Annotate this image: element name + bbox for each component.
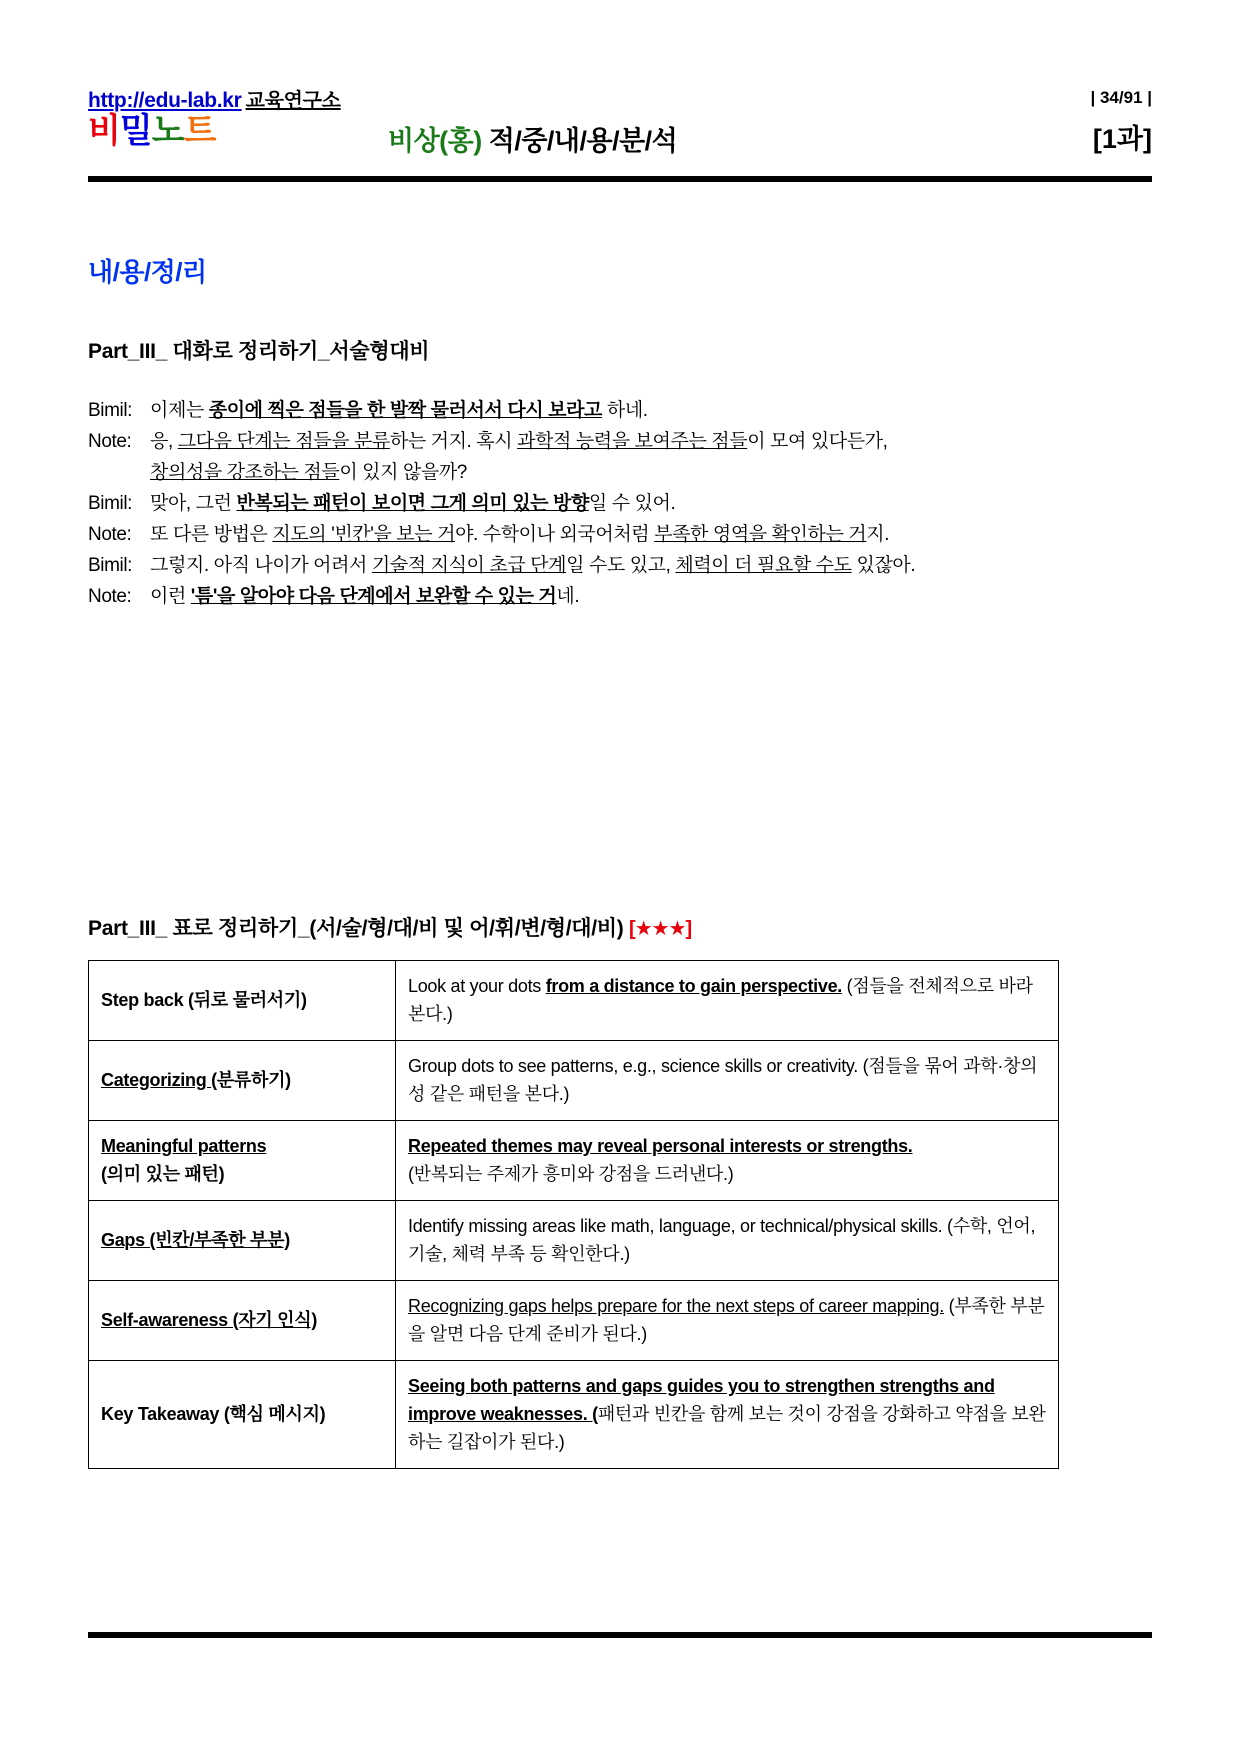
site-name-label: 교육연구소 (245, 90, 341, 112)
table-row (89, 961, 1059, 1041)
subject-title: 적/중/내/용/분/석 (488, 126, 678, 156)
dialogue-text (150, 426, 1152, 457)
part1.lines.0.segments-segment: 이제는 (150, 400, 209, 421)
dialogue-text (150, 519, 1152, 550)
part2.rows.1.key-segment: Categorizing (101, 1070, 212, 1090)
part1.lines.3.segments-segment: 지. (866, 524, 890, 545)
part1.lines.5.segments-segment: '틈'을 알아야 다음 단계에서 보완할 수 있는 거 (190, 586, 557, 607)
part2.rows.3.key-segment: Gaps (빈칸/부족한 부분) (101, 1230, 290, 1250)
table-cell-term (89, 1041, 396, 1121)
dialogue-speaker: Note: (88, 524, 132, 545)
part1.lines.1.segments-segment: 하는 거지. 혹시 (389, 431, 518, 452)
part2.rows.0.value-segment: (점들을 전체적으로 바라본다.) (408, 976, 1033, 1024)
page-indicator: | 34/91 | (1090, 88, 1152, 107)
part2.rows.4.value-segment: (부족한 부분을 알면 다음 단계 준비가 된다.) (408, 1296, 1045, 1344)
part1.lines.1.segments-segment: 응, (150, 431, 178, 452)
dialogue-continuation (88, 457, 1152, 488)
logo-char-1: 비 (88, 112, 120, 150)
table-row (89, 1281, 1059, 1361)
table-cell-description (396, 1041, 1059, 1121)
table-cell-description (396, 1361, 1059, 1469)
dialogue-speaker: Bimil: (88, 400, 133, 421)
part2.rows.4.value-segment: Recognizing gaps helps prepare for the next steps of career mapping. (408, 1296, 944, 1316)
table-cell-description (396, 1121, 1059, 1201)
dialogue-line (88, 488, 1152, 519)
table-cell-description (396, 961, 1059, 1041)
table-cell-term (89, 1361, 396, 1469)
part1.lines.3.segments-segment: 또 다른 방법은 (150, 524, 273, 545)
table-cell-term (89, 1121, 396, 1201)
section-title: 내/용/정/리 (88, 257, 207, 287)
summary-table (88, 960, 1059, 1469)
part1.lines.2.segments-segment: 일 수 있어. (588, 493, 676, 514)
part2-title (88, 912, 1152, 942)
part2.rows.4.key-segment: Self-awareness (자기 인식) (101, 1310, 318, 1330)
part1.lines.1.segments-segment: 그다음 단계는 점들을 분류 (177, 431, 390, 452)
logo-char-4: 트 (183, 112, 216, 150)
footer-divider (88, 1632, 1152, 1638)
part2.rows.2.value-segment: Repeated themes may reveal personal interests or strengths. (408, 1136, 913, 1156)
part2.rows.0.value-segment: from a distance to gain perspective. (545, 976, 842, 996)
part1.lines.2.segments-segment: 맞아, 그런 (150, 493, 237, 514)
part1.lines.1.continuation-segment: 이 있지 않을까? (339, 462, 467, 483)
part2.rows.2.value-segment: (반복되는 주제가 흥미와 강점을 드러낸다.) (408, 1164, 734, 1184)
brand-logo (88, 114, 215, 148)
dialogue-line (88, 550, 1152, 581)
site-url-link[interactable]: http://edu-lab.kr (88, 89, 242, 112)
part1.lines.1.segments-segment: 이 모여 있다든가, (747, 431, 888, 452)
table-cell-term (89, 1201, 396, 1281)
part1.lines.3.segments-segment: 부족한 영역을 확인하는 거 (654, 524, 867, 545)
dialogue-block (88, 395, 1152, 612)
part2.rows.2.key-segment: (의미 있는 패턴) (101, 1164, 225, 1184)
dialogue-line (88, 581, 1152, 612)
part1.lines.0.segments-segment: 종이에 찍은 점들을 한 발짝 물러서서 다시 보라고 (208, 400, 602, 421)
part1.lines.4.segments-segment: 기술적 지식이 초급 단계 (371, 555, 567, 576)
subject-publisher: 비상(홍) (388, 126, 482, 156)
part2.rows.0.key-segment: Step back (뒤로 물러서기) (101, 990, 307, 1010)
part1.lines.2.segments-segment: 반복되는 패턴이 보이면 그게 의미 있는 방향 (236, 493, 589, 514)
lesson-badge: [1과] (1092, 124, 1152, 154)
part1.lines.5.segments-segment: 이런 (150, 586, 191, 607)
dialogue-text (150, 395, 1152, 426)
part2.rows.5.value-segment: Seeing both patterns and gaps guides you to strengthen strengths and improve weaknesses. ( (408, 1376, 995, 1424)
dialogue-line (88, 395, 1152, 426)
part2.rows.0.value-segment: Look at your dots (408, 976, 546, 996)
difficulty-stars: [★★★] (629, 918, 692, 940)
dialogue-text (150, 550, 1152, 581)
part2.rows.5.value-segment: 패턴과 빈칸을 함께 보는 것이 강점을 강화하고 약점을 보완하는 길잡이가 된다.) (408, 1404, 1046, 1452)
part1.lines.1.segments-segment: 과학적 능력을 보여주는 점들 (517, 431, 748, 452)
header-divider (88, 176, 1152, 182)
table-row (89, 1041, 1059, 1121)
table-cell-description (396, 1201, 1059, 1281)
dialogue-speaker: Note: (88, 586, 132, 607)
logo-char-2: 밀 (119, 112, 152, 150)
part1.lines.3.segments-segment: 지도의 '빈칸'을 보는 거 (272, 524, 456, 545)
table-cell-term (89, 1281, 396, 1361)
part2.rows.5.key-segment: Key Takeaway (핵심 메시지) (101, 1404, 326, 1424)
table-row (89, 1121, 1059, 1201)
logo-char-3: 노 (151, 112, 184, 150)
dialogue-text (150, 488, 1152, 519)
part2.rows.1.value-segment: Group dots to see patterns, e.g., science skills or creativity. (점들을 묶어 과학·창의성 같은 패턴을 본다.) (408, 1056, 1038, 1104)
page-header (88, 62, 1152, 180)
part1.lines.5.segments-segment: 네. (556, 586, 580, 607)
part1.lines.4.segments-segment: 그렇지. 아직 나이가 어려서 (150, 555, 372, 576)
part2.rows.1.key-segment: (분류하기) (211, 1070, 291, 1090)
table-cell-term (89, 961, 396, 1041)
dialogue-speaker: Note: (88, 431, 132, 452)
subject-heading (388, 119, 677, 158)
part1-title: Part_III_ 대화로 정리하기_서술형대비 (88, 340, 430, 363)
dialogue-speaker: Bimil: (88, 493, 133, 514)
part1.lines.4.segments-segment: 일 수도 있고, (566, 555, 676, 576)
part1.lines.3.segments-segment: 야. 수학이나 외국어처럼 (455, 524, 655, 545)
part2-title-text: Part_III_ 표로 정리하기_(서/술/형/대/비 및 어/휘/변/형/대/비) (88, 917, 624, 940)
dialogue-text (150, 581, 1152, 612)
table-row (89, 1201, 1059, 1281)
site-line (88, 84, 341, 113)
part1.lines.1.continuation-segment: 창의성을 강조하는 점들 (150, 462, 340, 483)
table-cell-description (396, 1281, 1059, 1361)
part1.lines.4.segments-segment: 있잖아. (851, 555, 916, 576)
part2.rows.3.value-segment: Identify missing areas like math, language, or technical/physical skills. (수학, 언어, 기술, 체력 부족 등 확인한다.) (408, 1216, 1036, 1264)
table-row (89, 1361, 1059, 1469)
part1.lines.4.segments-segment: 체력이 더 필요할 수도 (675, 555, 852, 576)
part1.lines.0.segments-segment: 하네. (601, 400, 648, 421)
dialogue-speaker: Bimil: (88, 555, 133, 576)
dialogue-line (88, 426, 1152, 457)
dialogue-line (88, 519, 1152, 550)
part2.rows.2.key-segment: Meaningful patterns (101, 1136, 267, 1156)
